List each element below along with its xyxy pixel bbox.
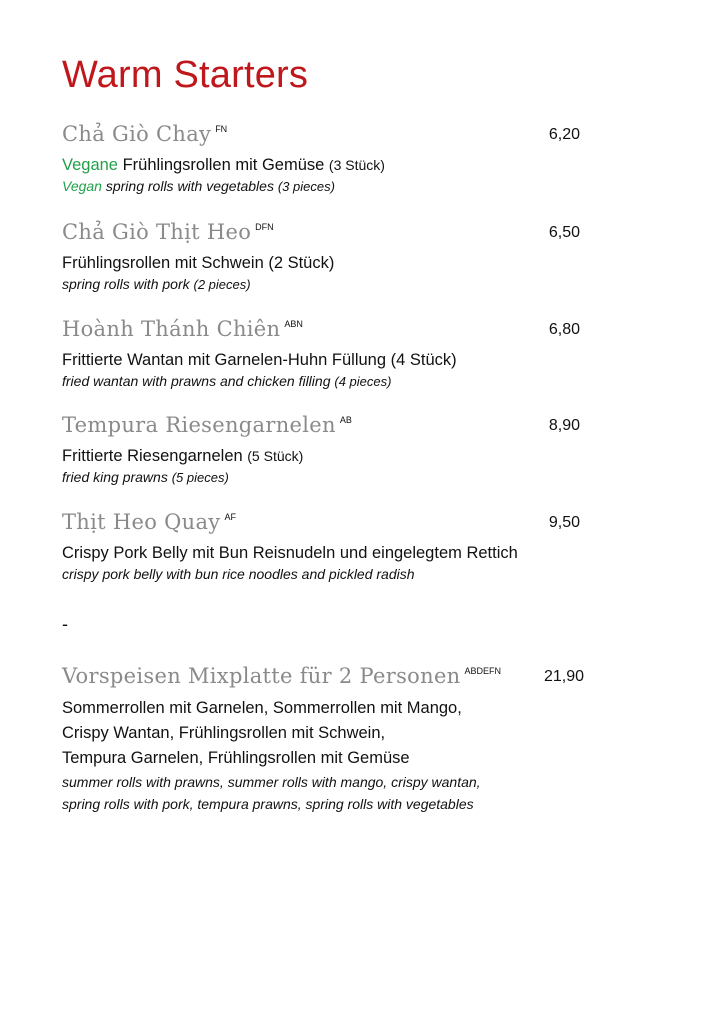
item-name: Chả Giò Chay (62, 122, 212, 146)
page-title: Warm Starters (62, 54, 309, 96)
allergen-codes: ABN (284, 319, 303, 329)
german-description: Crispy Pork Belly mit Bun Reisnudeln und eingelegtem Rettich (62, 544, 518, 562)
item-price: 9,50 (548, 514, 580, 531)
item-price: 6,20 (548, 126, 580, 143)
item-price: 21,90 (543, 668, 584, 685)
english-description: spring rolls with pork (2 pieces) (62, 276, 251, 292)
menu-item (62, 510, 622, 584)
allergen-codes: ABDEFN (464, 666, 502, 676)
english-description: Vegan spring rolls with vegetables (3 pieces) (62, 178, 335, 194)
item-price: 6,80 (548, 321, 580, 338)
menu-item (62, 122, 622, 197)
item-name: Chả Giò Thịt Heo (62, 220, 252, 244)
separator: - (62, 614, 68, 634)
english-description: summer rolls with prawns, summer rolls with mango, crispy wantan, spring rolls with pork, tempura prawns, spring rolls with vegetables (62, 774, 481, 812)
vegan-label: Vegane (62, 156, 118, 174)
german-description: Vegane Frühlingsrollen mit Gemüse (3 Stück) (62, 156, 385, 174)
allergen-codes: AF (224, 512, 236, 522)
menu-item (62, 317, 622, 392)
item-price: 6,50 (548, 224, 580, 241)
item-name: Vorspeisen Mixplatte für 2 Personen (62, 664, 461, 688)
allergen-codes: FN (215, 124, 228, 134)
german-description: Frittierte Wantan mit Garnelen-Huhn Füllung (4 Stück) (62, 351, 457, 369)
item-name: Thịt Heo Quay (62, 510, 221, 534)
menu-item (62, 413, 622, 488)
item-name: Tempura Riesengarnelen (62, 413, 336, 437)
allergen-codes: AB (339, 415, 352, 425)
english-description: crispy pork belly with bun rice noodles and pickled radish (62, 566, 415, 582)
vegan-label: Vegan (62, 178, 102, 194)
allergen-codes: DFN (255, 222, 274, 232)
english-description: fried king prawns (5 pieces) (62, 469, 229, 485)
menu-item-platter (62, 664, 622, 815)
item-name: Hoành Thánh Chiên (62, 317, 281, 341)
menu-item (62, 220, 622, 295)
item-price: 8,90 (548, 417, 580, 434)
german-description: Frittierte Riesengarnelen (5 Stück) (62, 447, 304, 465)
german-description: Sommerrollen mit Garnelen, Sommerrollen mit Mango, Crispy Wantan, Frühlingsrollen mit Schwein, Tempura Garnelen, Frühlingsrollen mit Gemüse (62, 699, 462, 767)
german-description: Frühlingsrollen mit Schwein (2 Stück) (62, 254, 335, 272)
english-description: fried wantan with prawns and chicken filling (4 pieces) (62, 373, 392, 389)
